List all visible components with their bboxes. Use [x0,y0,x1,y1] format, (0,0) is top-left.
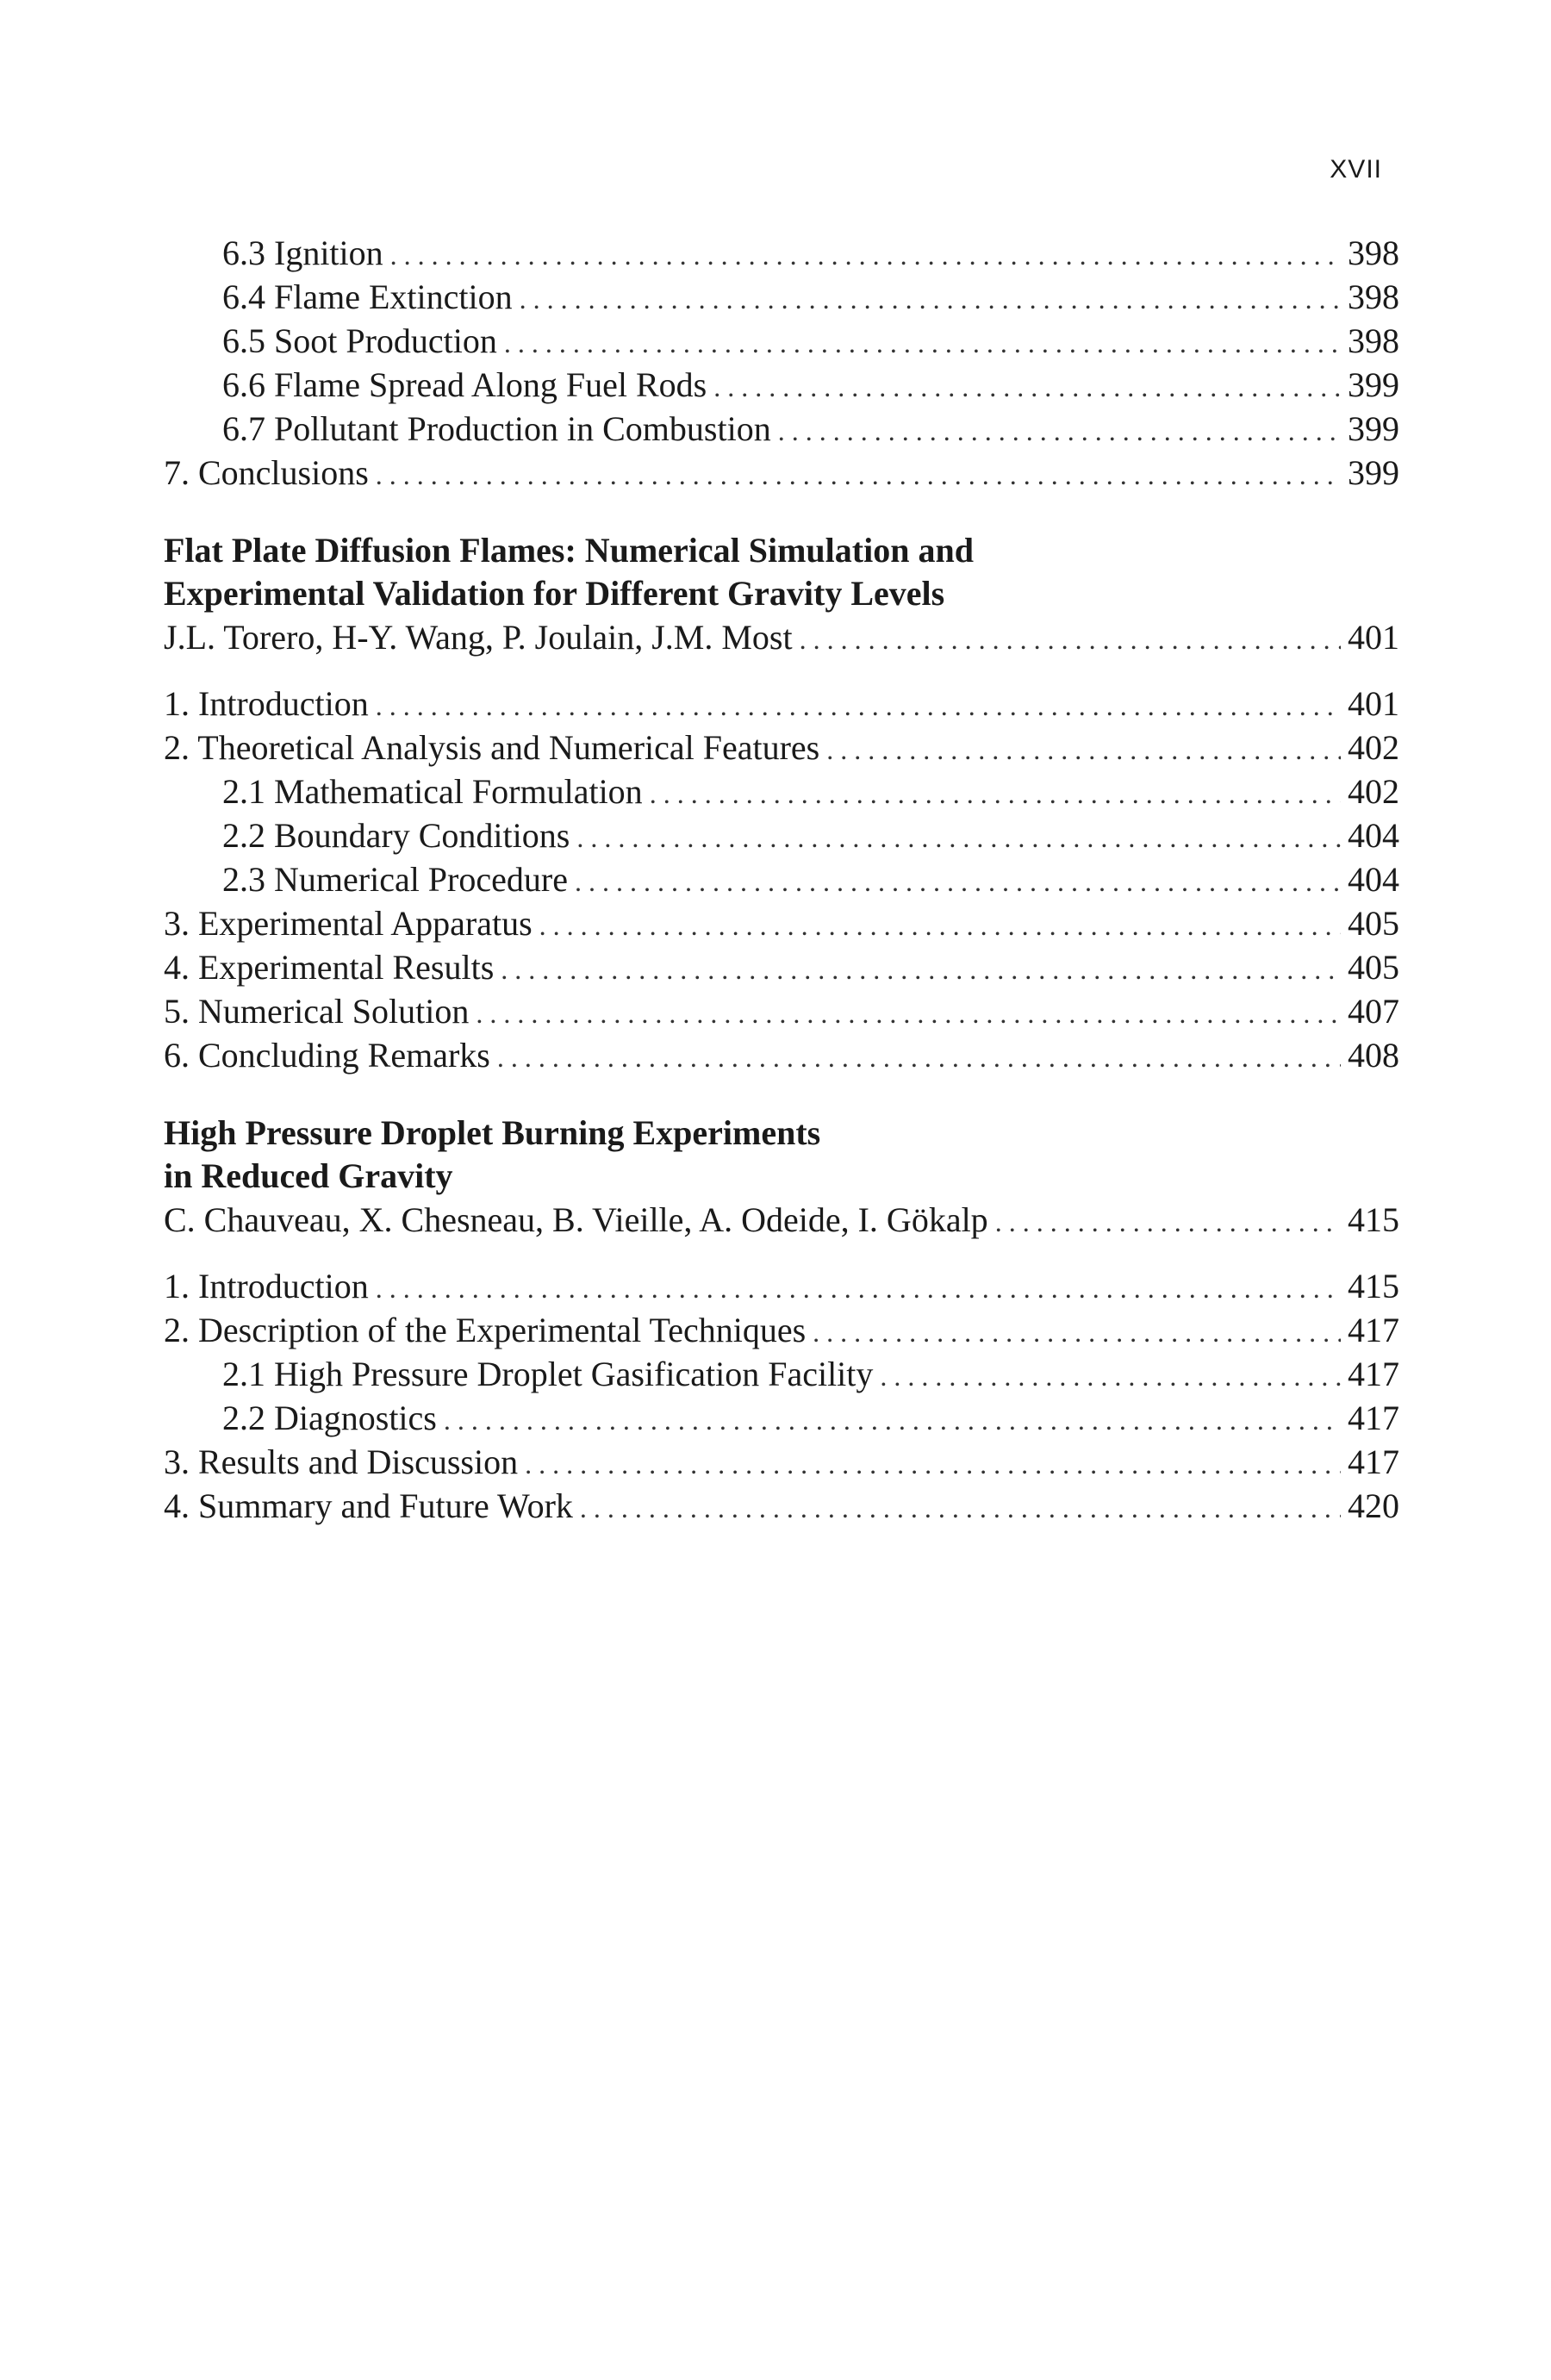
dot-leader [713,365,1341,409]
toc-entry-page: 398 [1348,277,1399,316]
dot-leader [813,1311,1341,1355]
page-number: XVII [1330,155,1382,184]
toc-entry-page: 417 [1348,1399,1399,1437]
toc-entry [164,451,1399,495]
toc-entry [164,857,1399,901]
dot-leader [525,1442,1341,1486]
toc-entry-label: 4. Summary and Future Work [164,1486,573,1525]
toc-entry [164,769,1399,813]
spacer [164,1242,1399,1264]
toc-entry [164,363,1399,407]
toc-entry-label: 5. Numerical Solution [164,992,470,1031]
toc-entry-label: 7. Conclusions [164,453,369,492]
dot-leader [576,816,1341,860]
toc-entry [164,1396,1399,1440]
toc-entry-page: 404 [1348,860,1399,899]
toc-entry [164,1440,1399,1484]
dot-leader [376,1267,1341,1311]
authors-page: 401 [1348,618,1399,657]
dot-leader [497,1036,1341,1080]
paper-authors [164,1198,1399,1242]
toc-entry-label: 3. Results and Discussion [164,1442,519,1481]
toc-entry-label: 6.6 Flame Spread Along Fuel Rods [222,365,707,404]
toc-entry-page: 405 [1348,904,1399,943]
authors-label: J.L. Torero, H-Y. Wang, P. Joulain, J.M. Most [164,618,793,657]
toc-entry-page: 401 [1348,684,1399,723]
toc-entry-label: 2.1 Mathematical Formulation [222,772,643,811]
paper-title: High Pressure Droplet Burning Experiments [164,1113,821,1152]
toc-entry [164,275,1399,319]
toc-entry-page: 398 [1348,321,1399,360]
dot-leader [800,618,1341,662]
toc-entry-label: 2.1 High Pressure Droplet Gasification Facility [222,1355,874,1393]
toc-entry-page: 405 [1348,948,1399,987]
toc-entry-label: 6.3 Ignition [222,234,383,272]
dot-leader [444,1399,1341,1442]
toc-entry-label: 1. Introduction [164,684,369,723]
toc-entry [164,1308,1399,1352]
toc-entry-page: 407 [1348,992,1399,1031]
dot-leader [520,277,1341,321]
spacer [164,1077,1399,1112]
dot-leader [880,1355,1341,1399]
authors-page: 415 [1348,1200,1399,1239]
toc-entry [164,1033,1399,1077]
toc-entry [164,726,1399,769]
toc-entry-page: 420 [1348,1486,1399,1525]
paper-authors [164,615,1399,659]
toc-entry-label: 1. Introduction [164,1267,369,1305]
table-of-contents [164,231,1399,1528]
toc-entry [164,1484,1399,1528]
dot-leader [390,234,1341,277]
toc-entry-label: 2.2 Boundary Conditions [222,816,570,855]
toc-entry-page: 417 [1348,1355,1399,1393]
toc-entry [164,682,1399,726]
dot-leader [650,772,1341,816]
toc-entry [164,319,1399,363]
toc-entry-page: 399 [1348,453,1399,492]
toc-entry-label: 2.3 Numerical Procedure [222,860,568,899]
paper-title: Experimental Validation for Different Gravity Levels [164,574,945,613]
toc-entry-label: 2. Theoretical Analysis and Numerical Features [164,728,820,767]
spacer [164,659,1399,682]
toc-entry [164,901,1399,945]
paper-title: in Reduced Gravity [164,1156,453,1195]
toc-entry-page: 408 [1348,1036,1399,1075]
toc-entry [164,813,1399,857]
toc-entry-label: 4. Experimental Results [164,948,495,987]
toc-entry-page: 415 [1348,1267,1399,1305]
toc-entry-label: 6.5 Soot Production [222,321,497,360]
toc-entry-label: 3. Experimental Apparatus [164,904,533,943]
dot-leader [376,684,1341,728]
paper-title: Flat Plate Diffusion Flames: Numerical Simulation and [164,531,974,570]
toc-entry-label: 6.4 Flame Extinction [222,277,513,316]
toc-entry-label: 2.2 Diagnostics [222,1399,437,1437]
toc-entry-page: 402 [1348,772,1399,811]
toc-entry-page: 398 [1348,234,1399,272]
toc-entry-page: 417 [1348,1442,1399,1481]
authors-label: C. Chauveau, X. Chesneau, B. Vieille, A. Odeide, I. Gökalp [164,1200,988,1239]
toc-entry-page: 402 [1348,728,1399,767]
toc-entry [164,1352,1399,1396]
toc-entry-label: 2. Description of the Experimental Techniques [164,1311,807,1349]
dot-leader [575,860,1341,904]
toc-entry-page: 399 [1348,365,1399,404]
toc-entry [164,1264,1399,1308]
dot-leader [539,904,1341,948]
dot-leader [501,948,1341,992]
toc-entry-label: 6. Concluding Remarks [164,1036,490,1075]
toc-entry [164,945,1399,989]
toc-entry [164,407,1399,451]
toc-entry [164,989,1399,1033]
toc-entry-page: 404 [1348,816,1399,855]
dot-leader [376,453,1341,497]
toc-entry-page: 399 [1348,409,1399,448]
dot-leader [778,409,1341,453]
dot-leader [580,1486,1341,1530]
spacer [164,495,1399,529]
dot-leader [504,321,1341,365]
toc-entry-label: 6.7 Pollutant Production in Combustion [222,409,771,448]
toc-entry-page: 417 [1348,1311,1399,1349]
dot-leader [995,1200,1341,1244]
toc-entry [164,231,1399,275]
dot-leader [826,728,1341,772]
dot-leader [476,992,1341,1036]
